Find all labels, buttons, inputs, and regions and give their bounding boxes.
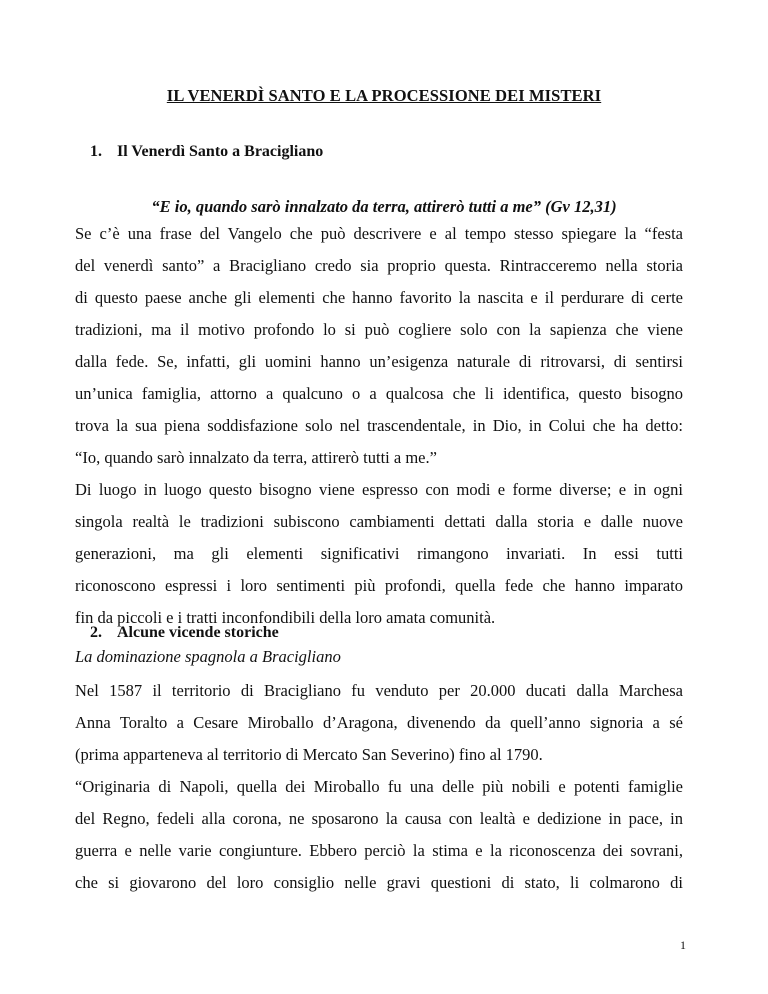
text-line: “Io, quando sarò innalzato da terra, attirerò tutti a me.” <box>75 448 437 467</box>
text-line: “Originaria di Napoli, quella dei Miroballo fu una delle più nobili e potenti famiglie <box>75 777 683 796</box>
text-line: del venerdì santo” a Bracigliano credo sia proprio questa. Rintracceremo nella storia <box>75 256 683 275</box>
section-2-title: Alcune vicende storiche <box>117 624 279 641</box>
section-1-heading <box>90 143 323 161</box>
section-2-paragraph-1 <box>75 675 683 771</box>
text-line: trova la sua piena soddisfazione solo nel trascendentale, in Dio, in Colui che ha detto: <box>75 416 683 435</box>
section-2-heading <box>90 624 279 642</box>
text-line: guerra e nelle varie congiunture. Ebbero perciò la stima e la riconoscenza dei sovrani, <box>75 841 683 860</box>
text-line: Anna Toralto a Cesare Miroballo d’Aragona, divenendo da quell’anno signoria a sé <box>75 713 683 732</box>
text-line: fin da piccoli e i tratti inconfondibili della loro amata comunità. <box>75 608 496 627</box>
text-line: Se c’è una frase del Vangelo che può descrivere e al tempo stesso spiegare la “festa <box>75 224 683 243</box>
text-line: (prima apparteneva al territorio di Mercato San Severino) fino al 1790. <box>75 745 543 764</box>
text-line: generazioni, ma gli elementi significativi rimangono invariati. In essi tutti <box>75 544 683 563</box>
section-2-number: 2. <box>90 624 102 641</box>
section-2-paragraph-2 <box>75 771 683 899</box>
text-line: riconoscono espressi i loro sentimenti più profondi, quella fede che hanno imparato <box>75 576 683 595</box>
section-1-number: 1. <box>90 143 102 160</box>
text-line: Nel 1587 il territorio di Bracigliano fu venduto per 20.000 ducati dalla Marchesa <box>75 681 683 700</box>
text-line: Di luogo in luogo questo bisogno viene espresso con modi e forme diverse; e in ogni <box>75 480 683 499</box>
section-1-title: Il Venerdì Santo a Bracigliano <box>117 143 324 160</box>
section-2-subheading: La dominazione spagnola a Bracigliano <box>75 647 341 666</box>
text-line: del Regno, fedeli alla corona, ne sposarono la causa con lealtà e dedizione in pace, in <box>75 809 683 828</box>
section-1-paragraph-2 <box>75 474 683 634</box>
document-title: IL VENERDÌ SANTO E LA PROCESSIONE DEI MISTERI <box>166 86 602 105</box>
gospel-quote: “E io, quando sarò innalzato da terra, attirerò tutti a me” (Gv 12,31) <box>151 197 617 216</box>
text-line: un’unica famiglia, attorno a qualcuno o a qualcosa che li identifica, questo bisogno <box>75 384 683 403</box>
text-line: singola realtà le tradizioni subiscono cambiamenti dettati dalla storia e dalle nuove <box>75 512 683 531</box>
text-line: di questo paese anche gli elementi che hanno favorito la nascita e il perdurare di certe <box>75 288 683 307</box>
text-line: che si giovarono del loro consiglio nelle gravi questioni di stato, li colmarono di <box>75 873 683 892</box>
page-number: 1 <box>680 938 686 952</box>
text-line: tradizioni, ma il motivo profondo lo si può cogliere solo con la sapienza che viene <box>75 320 683 339</box>
section-1-paragraph-1 <box>75 218 683 474</box>
text-line: dalla fede. Se, infatti, gli uomini hanno un’esigenza naturale di ritrovarsi, di sentirsi <box>75 352 683 371</box>
